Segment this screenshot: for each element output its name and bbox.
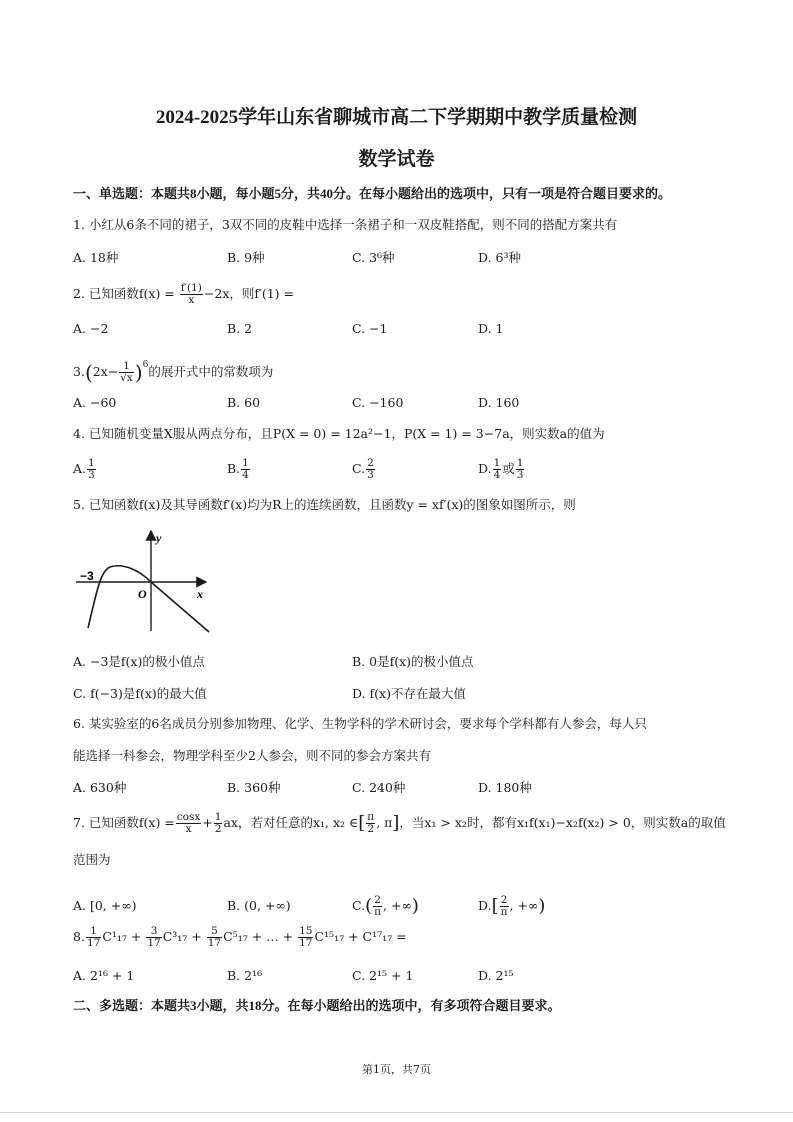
q6-option-d: D. 180种 — [478, 780, 532, 795]
q5-option-c: C. f(−3)是f(x)的最大值 — [73, 686, 207, 701]
q2-option-c: C. −1 — [352, 321, 388, 336]
q3-option-a: A. −60 — [73, 395, 117, 410]
neg-three-label: −3 — [80, 569, 94, 583]
q4-option-d: D. $\frac{1}{4}$ 或 $\frac{1}{3}$ — [478, 457, 524, 481]
q3-option-c: C. −160 — [352, 395, 404, 410]
q7-option-a: A. [0, +∞) — [73, 898, 137, 913]
q7-option-b: B. (0, +∞) — [227, 898, 291, 913]
q5-graph — [72, 525, 217, 640]
q7-option-c: C.( $\frac{2}{\pi}$ , +∞) — [352, 894, 419, 918]
page-title: 2024-2025学年山东省聊城市高二下学期期中教学质量检测 — [155, 107, 638, 128]
q8-option-c: C. 2¹⁵ + 1 — [352, 968, 414, 983]
q2-option-a: A. −2 — [73, 321, 109, 336]
page-bottom-divider — [0, 1112, 793, 1113]
q3-option-b: B. 60 — [227, 395, 261, 410]
section-heading-single-choice: 一、单选题：本题共8小题，每小题5分，共40分。在每小题给出的选项中，只有一项是符合题目要求的。 — [73, 186, 672, 201]
question-4-stem: 4. 已知随机变量X服从两点分布，且P(X = 0) = 12a²−1，P(X = 1) = 3−7a，则实数a的值为 — [73, 426, 605, 441]
q1-option-c: C. 3⁶种 — [352, 250, 395, 265]
question-2-stem: 2. 已知函数f(x) = $\frac{f'(1)}{x}$ −2x，则f′(1) = — [73, 282, 295, 306]
q5-option-a: A. −3是f(x)的极小值点 — [73, 654, 205, 669]
question-3-stem: 3.(2x− $\frac{1}{√x}$ )$^6$的展开式中的常数项为 — [73, 359, 274, 385]
q5-option-b: B. 0是f(x)的极小值点 — [352, 654, 474, 669]
q8-option-b: B. 2¹⁶ — [227, 968, 263, 983]
q1-option-a: A. 18种 — [73, 250, 119, 265]
q1-option-d: D. 6³种 — [478, 250, 521, 265]
section-heading-multi-choice: 二、多选题：本题共3小题，共18分。在每小题给出的选项中，有多项符合题目要求。 — [73, 998, 561, 1013]
q1-option-b: B. 9种 — [227, 250, 265, 265]
q8-option-a: A. 2¹⁶ + 1 — [73, 968, 135, 983]
question-5-stem: 5. 已知函数f(x)及其导函数f′(x)均为R上的连续函数，且函数y = xf′(x)的图象如图所示，则 — [73, 497, 576, 512]
question-6-line-1: 6. 某实验室的6名成员分别参加物理、化学、生物学科的学术研讨会，要求每个学科都有人参会，每人只 — [73, 716, 647, 731]
x-axis-label: x — [197, 587, 203, 601]
q5-option-d: D. f(x)不存在最大值 — [352, 686, 466, 701]
q4-option-c: C. $\frac{2}{3}$ — [352, 457, 374, 481]
q6-option-c: C. 240种 — [352, 780, 406, 795]
q3-option-d: D. 160 — [478, 395, 520, 410]
page-subtitle: 数学试卷 — [358, 149, 435, 170]
question-7-line-2: 范围为 — [73, 852, 111, 867]
q2-option-d: D. 1 — [478, 321, 504, 336]
page-number: 第1页，共7页 — [362, 1063, 431, 1076]
y-axis-label: y — [156, 531, 162, 545]
curve-y-xfprime — [88, 566, 209, 632]
q4-option-a: A. $\frac{1}{3}$ — [73, 457, 95, 481]
question-1-stem: 1. 小红从6条不同的裙子，3双不同的皮鞋中选择一条裙子和一双皮鞋搭配，则不同的搭配方案共有 — [73, 217, 618, 232]
q6-option-b: B. 360种 — [227, 780, 281, 795]
question-8-stem: 8. $\frac{1}{17}$ C¹₁₇ + $\frac{3}{17}$ C³₁₇ + $\frac{5}{17}$ C⁵₁₇ + … + $\frac{15}{17}$ C¹⁵₁₇ + C¹⁷₁₇ = — [73, 925, 407, 949]
q8-option-d: D. 2¹⁵ — [478, 968, 514, 983]
q2-option-b: B. 2 — [227, 321, 253, 336]
origin-label: O — [138, 587, 147, 601]
question-6-line-2: 能选择一科参会，物理学科至少2人参会，则不同的参会方案共有 — [73, 748, 431, 763]
question-7-stem: 7. 已知函数f(x) = $\frac{\cos x}{x}$ + $\frac{1}{2}$ ax，若对任意的x₁, x₂ ∈[ $\frac{\pi}{2}$ , π]，当x₁ > x₂时，都有x₁f(x₁)−x₂f(x₂) > 0，则实数a的取值 — [73, 811, 726, 835]
q7-option-d: D.[ $\frac{2}{\pi}$ , +∞) — [478, 894, 546, 918]
q6-option-a: A. 630种 — [73, 780, 127, 795]
q4-option-b: B. $\frac{1}{4}$ — [227, 457, 249, 481]
